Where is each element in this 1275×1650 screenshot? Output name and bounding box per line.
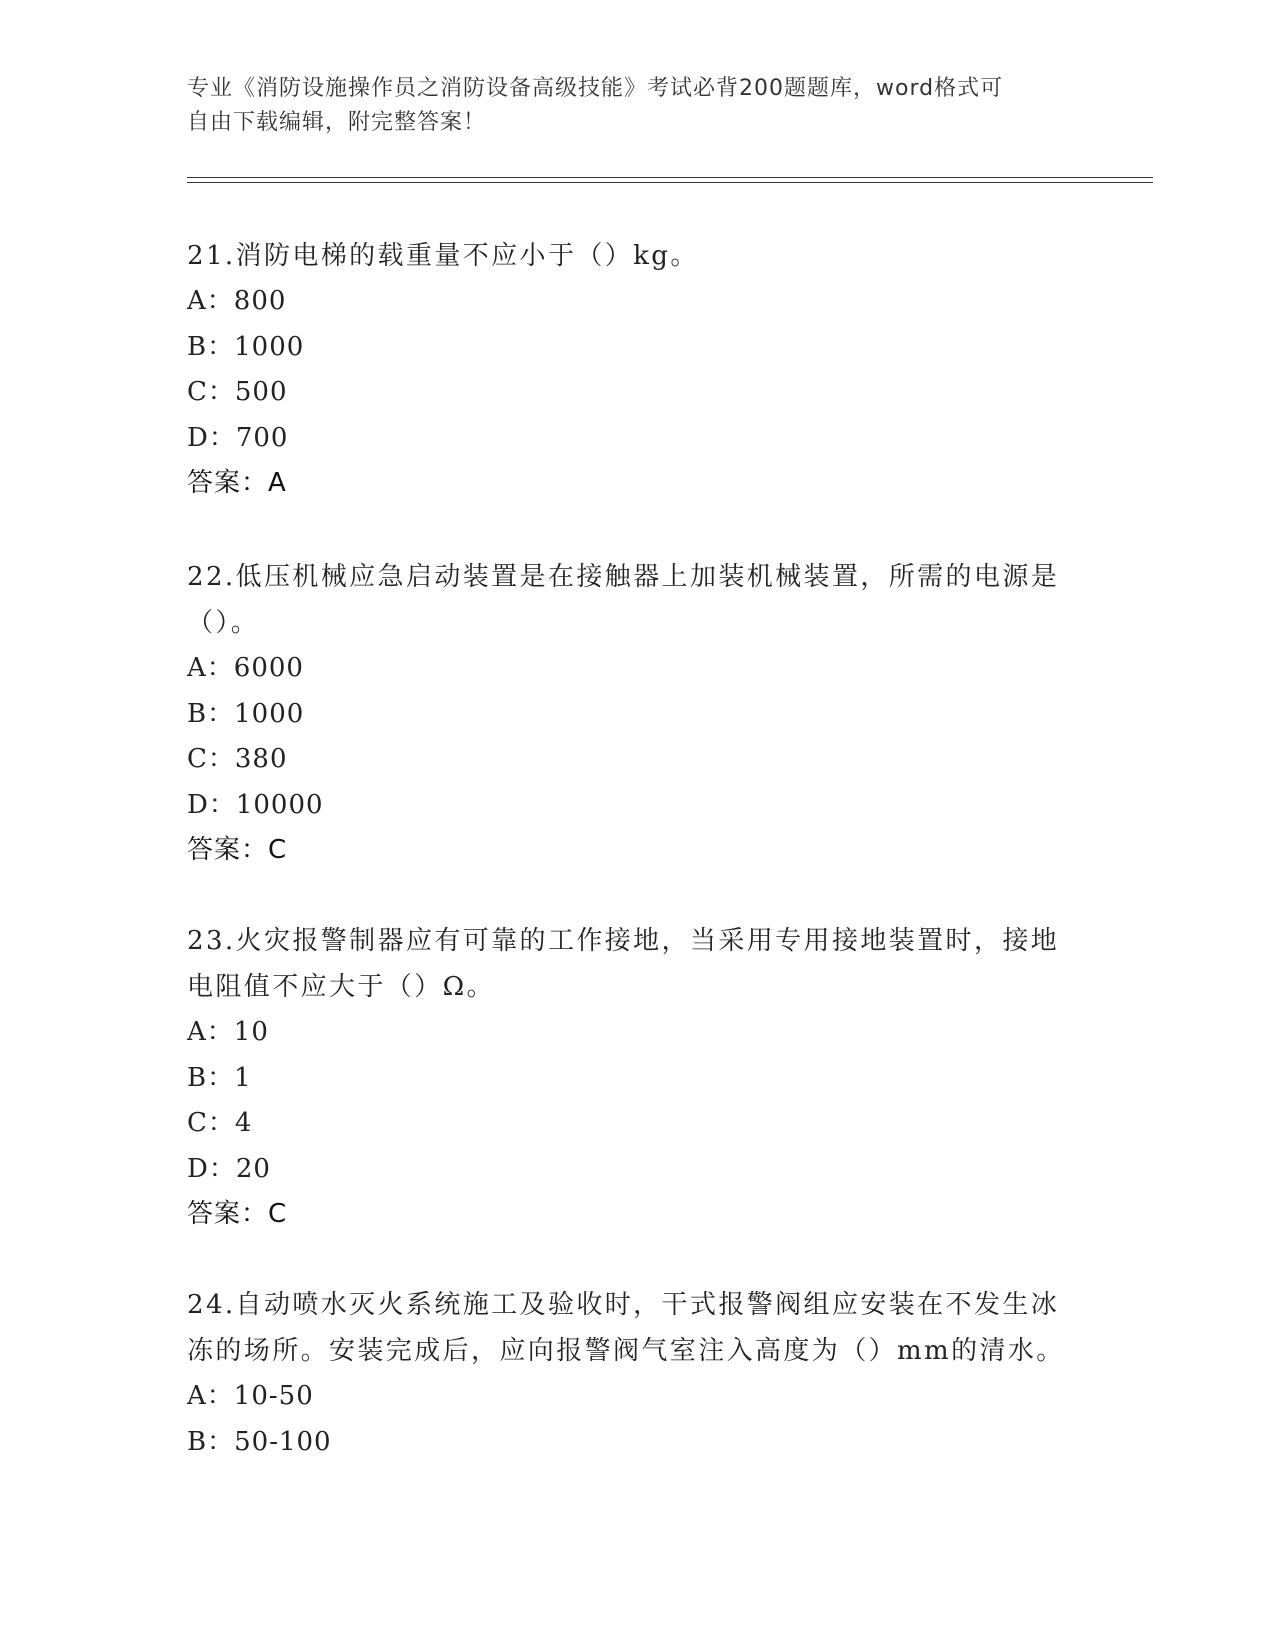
question-stem bbox=[187, 918, 1087, 1010]
option-c: C：500 bbox=[187, 377, 288, 407]
question-stem-line: 冻的场所。安装完成后，应向报警阀气室注入高度为（）mm的清水。 bbox=[187, 1336, 1065, 1366]
question-22 bbox=[187, 554, 1087, 873]
header-line-1: 专业《消防设施操作员之消防设备高级技能》考试必背200题题库，word格式可 bbox=[187, 76, 1004, 101]
question-24 bbox=[187, 1282, 1087, 1465]
answer-line: 答案：A bbox=[187, 468, 287, 498]
option-a: A：800 bbox=[187, 286, 287, 316]
option-c: C：4 bbox=[187, 1108, 253, 1138]
question-stem-line: （）。 bbox=[187, 608, 260, 638]
question-23 bbox=[187, 918, 1087, 1237]
question-stem-line: 电阻值不应大于（）Ω。 bbox=[187, 972, 495, 1002]
header-line-2: 自由下载编辑，附完整答案！ bbox=[187, 110, 487, 135]
question-stem-line: 22.低压机械应急启动装置是在接触器上加装机械装置，所需的电源是 bbox=[187, 562, 1060, 592]
question-stem bbox=[187, 554, 1087, 646]
header-divider-bottom bbox=[187, 182, 1153, 183]
option-a: A：6000 bbox=[187, 653, 304, 683]
question-stem-line: 24.自动喷水灭火系统施工及验收时，干式报警阀组应安装在不发生冰 bbox=[187, 1290, 1060, 1320]
question-stem-line: 23.火灾报警制器应有可靠的工作接地，当采用专用接地装置时，接地 bbox=[187, 926, 1060, 956]
document-header bbox=[187, 72, 1067, 140]
header-divider-top bbox=[187, 177, 1153, 178]
question-21 bbox=[187, 233, 1087, 506]
option-b: B：1000 bbox=[187, 331, 305, 362]
option-b: B：1000 bbox=[187, 698, 305, 729]
option-a: A：10-50 bbox=[187, 1381, 314, 1411]
option-d: D：20 bbox=[187, 1153, 271, 1184]
option-d: D：10000 bbox=[187, 789, 324, 820]
answer-line: 答案：C bbox=[187, 1199, 288, 1229]
option-d: D：700 bbox=[187, 422, 289, 453]
option-c: C：380 bbox=[187, 744, 288, 774]
question-stem bbox=[187, 233, 1087, 279]
option-b: B：1 bbox=[187, 1062, 252, 1093]
answer-line: 答案：C bbox=[187, 835, 288, 865]
option-b: B：50-100 bbox=[187, 1426, 332, 1457]
option-a: A：10 bbox=[187, 1017, 269, 1047]
question-stem bbox=[187, 1282, 1087, 1374]
question-stem-line: 21.消防电梯的载重量不应小于（）kg。 bbox=[187, 241, 699, 271]
